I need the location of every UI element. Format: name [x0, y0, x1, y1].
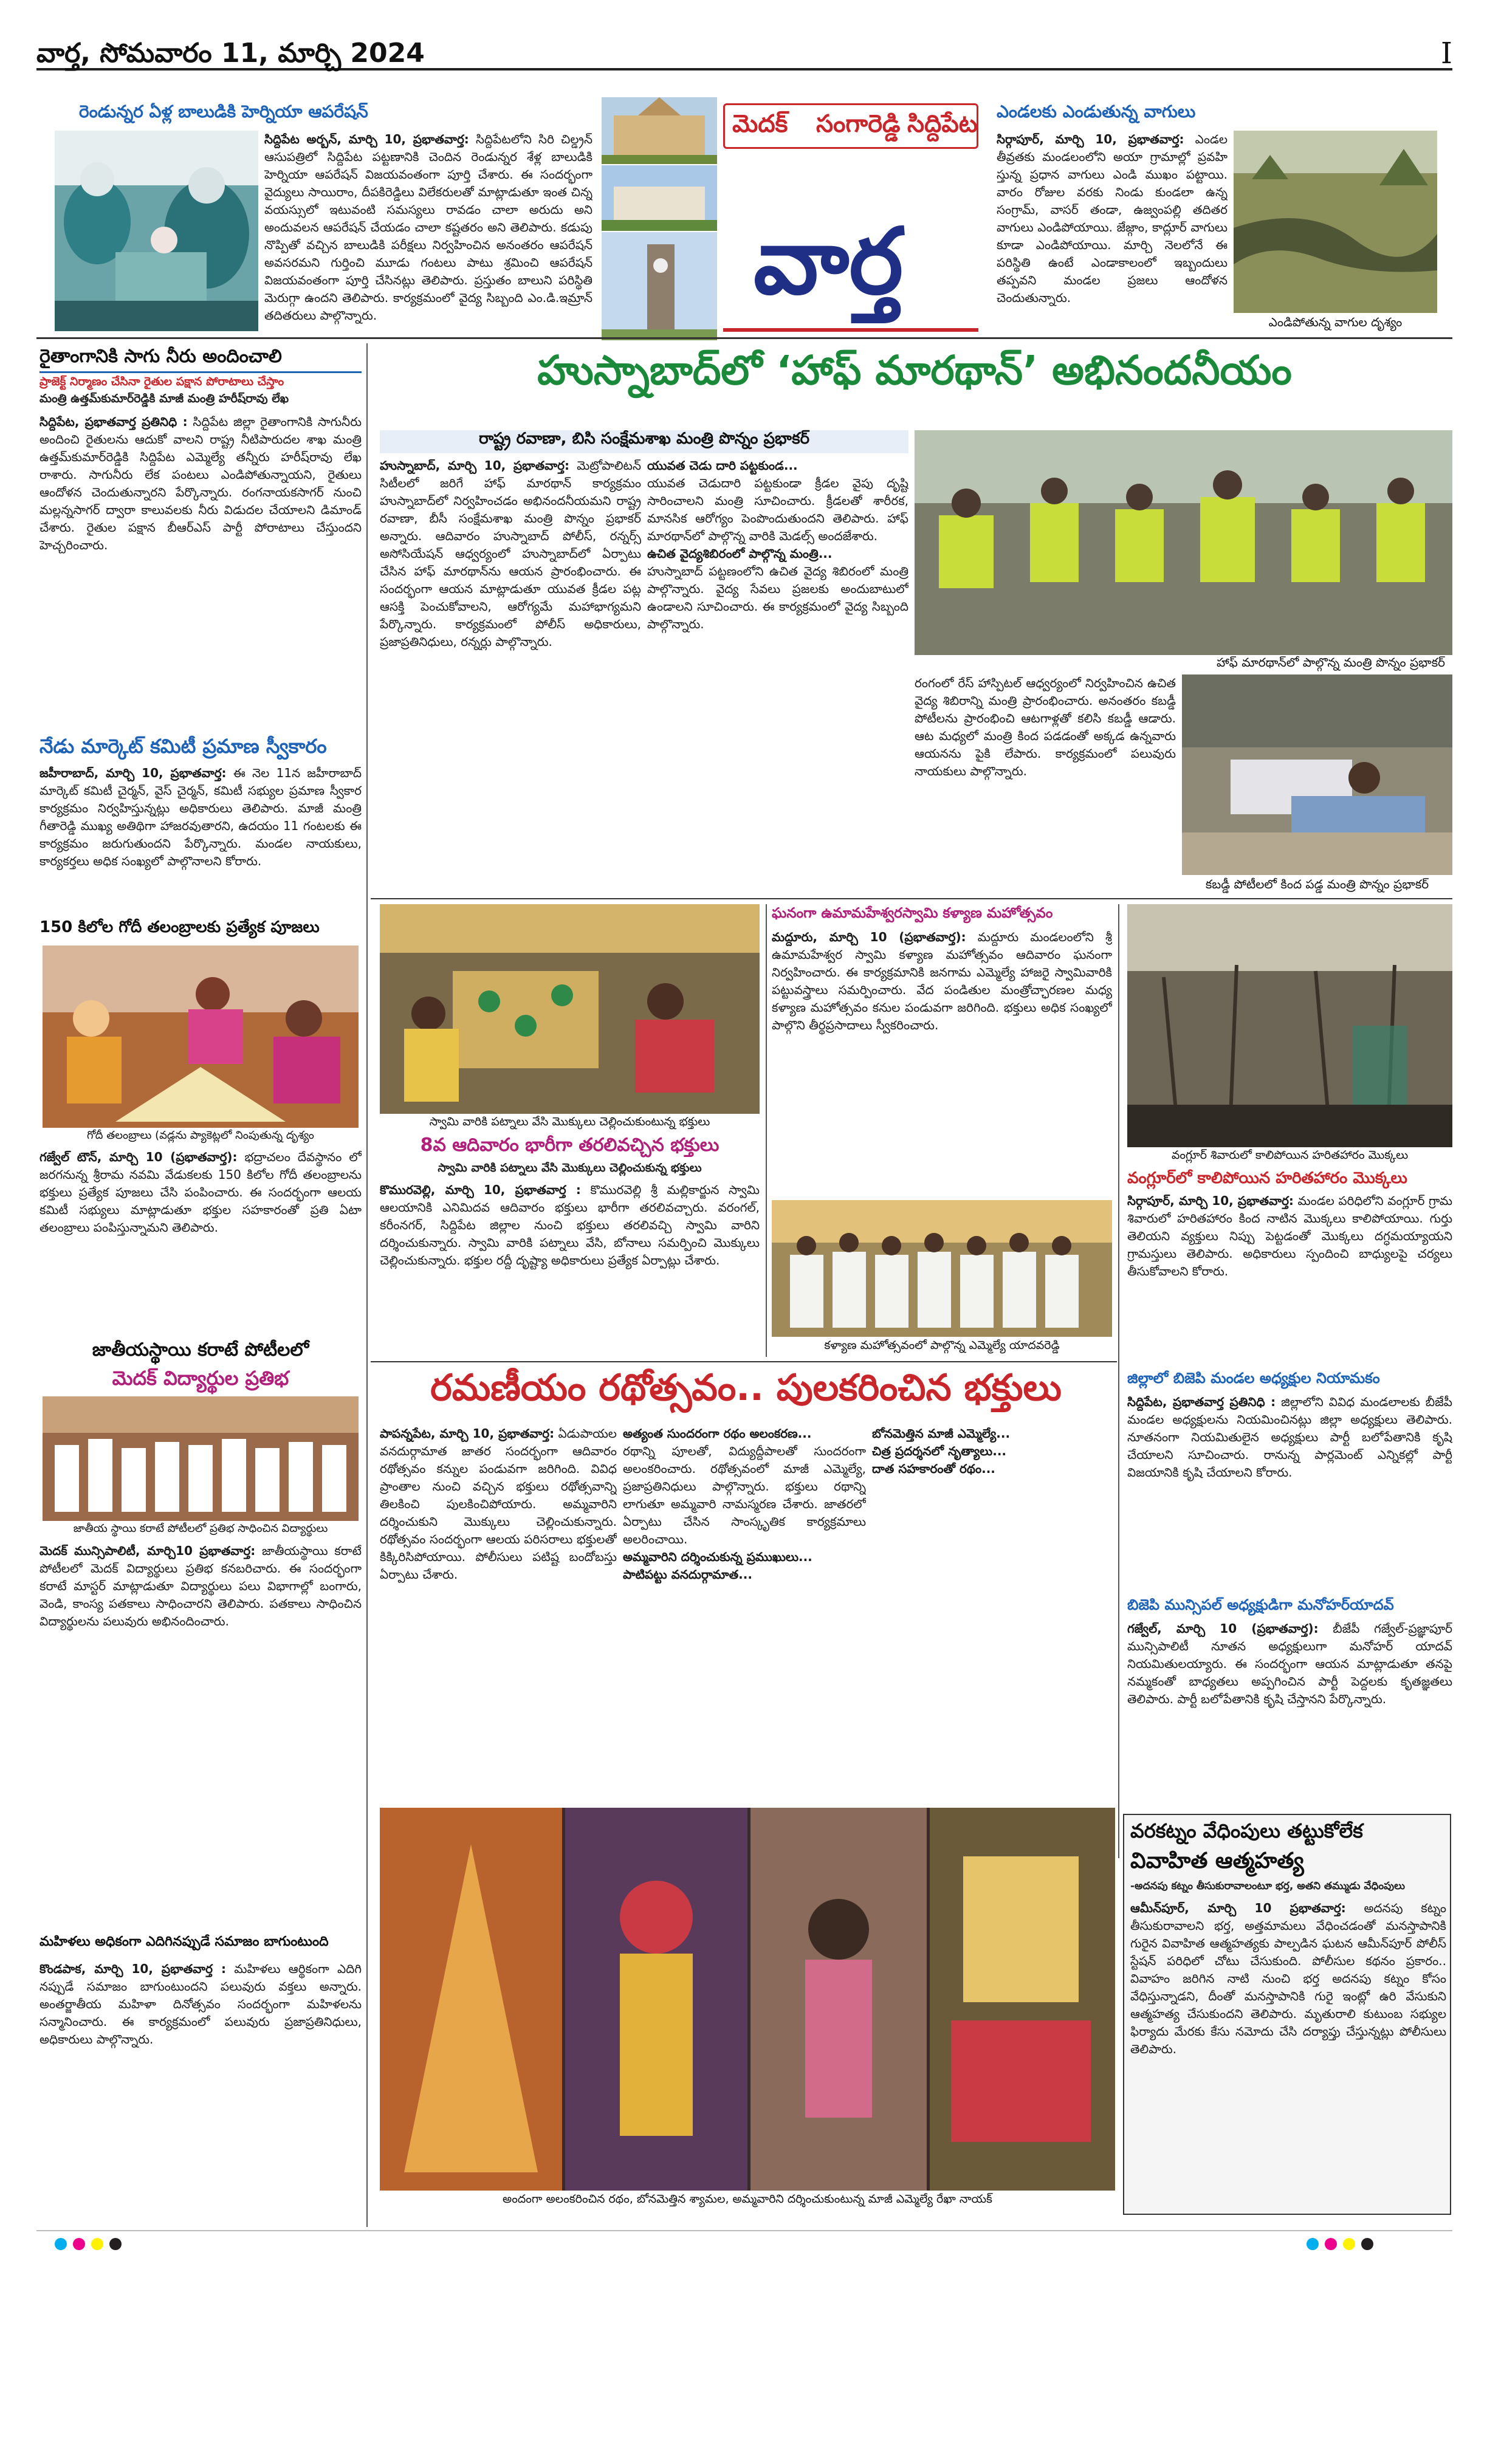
registration-mark-black — [109, 2238, 122, 2250]
right-column-rule — [1118, 904, 1119, 1858]
streams-dateline: సిర్గాపూర్, మార్చి 10, ప్రభాతవార్త: — [997, 132, 1184, 146]
karate-dateline: మెదక్ మున్సిపాలిటీ, మార్చి10 ప్రభాతవార్త: — [39, 1543, 256, 1558]
registration-mark-black-right — [1361, 2238, 1373, 2250]
bhargava-subhead: స్వామి వారికి పట్నాలు వేసి మొక్కులు చెల్లించుకున్న భక్తులు — [438, 1161, 702, 1175]
district-medak: మెదక్ — [732, 110, 788, 138]
dowry-subhead: -అదనపు కట్నం తీసుకురావాలంటూ భర్త, అతని తమ్ముడు వేధింపులు — [1130, 1880, 1406, 1892]
kalyanam-photo — [772, 1200, 1112, 1337]
streams-body — [997, 131, 1228, 331]
haritha-body — [1127, 1192, 1452, 1368]
karate-caption: జాతీయ స్థాయి కరాటే పోటీలలో ప్రతిభ సాధించిన విద్యార్థులు — [43, 1522, 359, 1539]
rathotsavam-subhead3: పాటిపట్టు వనదుర్గామాత... — [623, 1567, 752, 1582]
masthead-district-band — [723, 103, 978, 149]
bhargava-dateline: కొమురవెల్లి, మార్చి 10, ప్రభాతవార్త : — [380, 1182, 581, 1197]
masthead-rule — [723, 328, 978, 332]
marathon-photo-runners — [915, 430, 1452, 655]
marathon-body — [380, 457, 641, 894]
bjp-municipal-text: బీజేపీ గజ్వేల్-ప్రజ్ఞాపూర్ మున్సిపాలిటీ నూతన అధ్యక్షులుగా మనోహర్ యాదవ్ నియమితులయ్యారు. ఈ సందర్భంగా ఆయన మాట్లాడుతూ తనపై నమ్మకంతో బాధ్యతలు అప్పగించిన పార్టీ పెద్దలకు కృతజ్ఞతలు తెలిపారు. పార్టీ బలోపేతానికి కృషి చేస్తానని పేర్కొన్నారు. — [1127, 1621, 1452, 1706]
marathon-text: మెట్రోపాలిటన్ సిటీలలో జరిగే హాఫ్ మారథాన్ కార్యక్రమం హుస్నాబాద్‌లో నిర్వహించడం అభినందనీయమని రాష్ట్ర రవాణా, బీసీ సంక్షేమశాఖ మంత్రి పొన్నం ప్రభాకర్ అన్నారు. ఆదివారం హుస్నాబాద్ పోలీస్, రన్నర్స్ అసోసియేషన్ ఆధ్వర్యంలో హుస్నాబాద్‌లో ఏర్పాటు చేసిన హాఫ్ మారథాన్‌ను ఆయన ప్రారంభించారు. ఈ సందర్భంగా ఆయన మాట్లాడుతూ యువత క్రీడల పట్ల ఆసక్తి పెంచుకోవాలని, ఆరోగ్యమే మహాభాగ్యమని పేర్కొన్నారు. కార్యక్రమంలో పోలీస్ అధికారులు, ప్రజాప్రతినిధులు, రన్నర్లు పాల్గొన్నారు. — [380, 458, 641, 649]
streams-headline: ఎండలకు ఎండుతున్న వాగులు — [997, 101, 1196, 122]
dowry-headline: వరకట్నం వేధింపులు తట్టుకోలేక — [1130, 1819, 1363, 1842]
registration-mark-magenta-right — [1325, 2238, 1337, 2250]
registration-mark-cyan-right — [1307, 2238, 1319, 2250]
left-column-rule — [366, 343, 368, 2227]
haritha-dateline: సిర్గాపూర్, మార్చి 10, ప్రభాతవార్త: — [1127, 1193, 1294, 1208]
marathon-photo-kabaddi — [1182, 674, 1452, 875]
bjp-dateline: సిద్దిపేట, ప్రభాతవార్త ప్రతినిధి : — [1127, 1395, 1276, 1409]
marathon-subhead: రాష్ట్ర రవాణా, బిసి సంక్షేమశాఖ మంత్రి పొన్నం ప్రభాకర్ — [380, 430, 908, 453]
bjp-headline: జిల్లాలో బిజెపి మండల అధ్యక్షుల నియామకం — [1127, 1370, 1380, 1387]
rathotsavam-subhead1: అత్యంత సుందరంగా రథం అలంకరణ... — [623, 1426, 812, 1441]
haritha-headline: వంగ్లూర్‌లో కాలిపోయిన హరితహారం మొక్కలు — [1127, 1169, 1407, 1187]
rathotsavam-dateline: పాపన్నపేట, మార్చి 10, ప్రభాతవార్త: — [380, 1426, 555, 1441]
women-body — [39, 1960, 362, 2222]
bjp-municipal-headline: బిజెపి మున్సిపల్ అధ్యక్షుడిగా మనోహర్‌యాదవ్ — [1127, 1596, 1394, 1613]
page-header — [36, 36, 1452, 70]
marathon-text3: హుస్నాబాద్ పట్టణంలోని ఉచిత వైద్య శిబిరంలో మంత్రి పాల్గొన్నారు. వైద్య సేవలు ప్రజలకు అందుబాటులో ఉండాలని సూచించారు. ఈ కార్యక్రమంలో వైద్య సిబ్బంది పాల్గొన్నారు. — [647, 564, 908, 631]
irrigation-dateline: సిద్దిపేట, ప్రభాతవార్త ప్రతినిధి : — [39, 414, 188, 429]
streams-photo — [1234, 131, 1437, 313]
masthead-photo-clocktower — [602, 232, 717, 340]
market-text: ఈ నెల 11న జహీరాబాద్ మార్కెట్ కమిటీ చైర్మన్, వైస్ చైర్మన్, కమిటీ సభ్యుల ప్రమాణ స్వీకార కార్యక్రమం నిర్వహిస్తున్నట్లు అధికారులు తెలిపారు. మాజీ మంత్రి గీతారెడ్డి ముఖ్య అతిథిగా హాజరవుతారని, ఉదయం 11 గంటలకు ఈ కార్యక్రమం జరుగుతుందని పేర్కొన్నారు. మండల నాయకులు, కార్యకర్తలు అధిక సంఖ్యలో పాల్గొనాలని కోరారు. — [39, 766, 362, 868]
karate-body — [39, 1542, 362, 1931]
wheat-caption: గోదీ తలంబ్రాలు (వడ్లను ప్యాకెట్లలో నింపుతున్న దృశ్యం — [43, 1129, 359, 1146]
marathon-headline: హుస్నాబాద్‌లో ‘హాఫ్ మారథాన్’ అభినందనీయం — [537, 347, 1292, 394]
registration-mark-yellow-right — [1343, 2238, 1355, 2250]
haritha-text: మండల పరిధిలోని వంగ్లూర్ గ్రామ శివారులో హరితహారం కింద నాటిన మొక్కలు కాలిపోయాయి. గుర్తు తెలియని వ్యక్తులు నిప్పు పెట్టడంతో మొక్కలు దగ్ధమయ్యాయని గ్రామస్తులు తెలిపారు. అధికారులు స్పందించి బాధ్యులపై చర్యలు తీసుకోవాలని కోరారు. — [1127, 1193, 1452, 1278]
bhargava-text: కొమురవెల్లి శ్రీ మల్లికార్జున స్వామి ఆలయానికి ఎనిమిదవ ఆదివారం భక్తులు భారీగా తరలివచ్చారు. వరంగల్, కరీంనగర్, సిద్దిపేట జిల్లాల నుంచి భక్తులు తరలివచ్చి స్వామి వారిని దర్శించుకున్నారు. స్వామి వారికి పట్నాలు వేసి, బోనాలు సమర్పించి మొక్కులు చెల్లించుకున్నారు. భక్తుల రద్దీ దృష్ట్యా అధికారులు ప్రత్యేక ఏర్పాట్లు చేశారు. — [380, 1182, 760, 1268]
streams-text: ఎండల తీవ్రతకు మండలంలోని అయా గ్రామాల్లో ప్రవహి స్తున్న ప్రధాన వాగులు ఎండి ముఖం పట్టాయి. వారం రోజుల వరకు నిండు కుండలా ఉన్న సంగ్రామ్, వాసర్ తండా, ఉజ్వంపల్లి తదితర వాగులు ఎండిపోయాయి. జేజ్గాం, కాద్లూర్ వాగులు కూడా ఎండిపోయాయి. మార్చి నెలలోనే ఈ పరిస్థితి ఉంటే ఎండాకాలంలో ఇబ్బందులు తప్పవని మండల ప్రజలు ఆందోళన చెందుతున్నారు. — [997, 132, 1228, 305]
irrigation-subhead2: మంత్రి ఉత్తమ్‌కుమార్‌రెడ్డికి మాజీ మంత్రి హరీష్‌రావు లేఖ — [39, 392, 289, 405]
rathotsavam-body-col2 — [623, 1425, 866, 1802]
page-header-title: వార్త, సోమవారం 11, మార్చి 2024 — [36, 38, 425, 69]
bhargava-body — [380, 1181, 760, 1357]
registration-mark-magenta — [73, 2238, 85, 2250]
rathotsavam-subhead5: చిత్ర ప్రదర్శనలో నృత్యాలు... — [872, 1444, 1007, 1458]
market-headline: నేడు మార్కెట్ కమిటీ ప్రమాణ స్వీకారం — [39, 735, 327, 758]
marathon-medical-subhead: ఉచిత వైద్యశిబిరంలో పాల్గొన్న మంత్రి... — [647, 546, 833, 561]
rathotsavam-body — [380, 1425, 617, 1802]
dowry-headline2: వివాహిత ఆత్మహత్య — [1130, 1848, 1304, 1873]
marathon-body-col2 — [647, 457, 908, 894]
masthead-logo: వార్త — [754, 208, 904, 315]
rathotsavam-headline: రమణీయం రథోత్సవం.. పులకరించిన భక్తులు — [430, 1367, 1062, 1409]
kalyanam-caption: కళ్యాణ మహోత్సవంలో పాల్గొన్న ఎమ్మెల్యే యాదవరెడ్డి — [772, 1339, 1112, 1356]
surgery-text: సిద్దిపేటలోని సిరి చిల్డ్రన్ ఆసుపత్రిలో సిద్దిపేట పట్టణానికి చెందిన రెండున్నర శేళ్ల బాలుడికి హెర్నియా ఆపరేషన్ విజయవంతంగా పూర్తి చేశారు. ఈ సందర్భంగా వైద్యులు సాయిరాం, దీపకిరెడ్డిలు విలేకరులతో మాట్లాడుతూ ఇంత చిన్న వయస్సులో ఇటువంటి సమస్యలు రావడం చాలా అరుదు అని అందువలన ఆపరేషన్ చేయడం చాలా కష్టతరం అని తెలిపారు. కడుపు నొప్పితో వచ్చిన బాలుడికి పరీక్షలు నిర్వహించిన అనంతరం ఆపరేషన్ అవసరమని గుర్తించి మూడు గంటలు పాటు శ్రమించి ఆపరేషన్ విజయవంతంగా పూర్తి చేసినట్లు తెలిపారు. ప్రస్తుతం బాలుని పరిస్థితి మెరుగ్గా ఉందని తెలిపారు. కార్యక్రమంలో వైద్య సిబ్బంది ఎం.డి.ఇమ్రాన్ తదితరులు పాల్గొన్నారు. — [264, 132, 592, 323]
bjp-body — [1127, 1393, 1452, 1594]
dowry-dateline: ఆమీన్‌పూర్, మార్చి 10 ప్రభాతవార్త: — [1130, 1901, 1346, 1915]
dowry-text: అదనపు కట్నం తీసుకురావాలని భర్త, అత్తమామలు వేధించడంతో మనస్తాపానికి గురైన వివాహిత ఆత్మహత్యకు పాల్పడిన ఘటన ఆమీన్‌పూర్ పోలీస్ స్టేషన్ పరిధిలో చోటు చేసుకుంది. పోలీసుల కథనం ప్రకారం.. వివాహం జరిగిన నాటి నుంచి భర్త అదనపు కట్నం కోసం వేధిస్తున్నాడని, దీంతో మనస్తాపానికి గురై ఇంట్లో ఉరి వేసుకుని ఆత్మహత్య చేసుకుందని తెలిపారు. మృతురాలి కుటుంబ సభ్యుల ఫిర్యాదు మేరకు కేసు నమోదు చేసి దర్యాప్తు చేస్తున్నట్లు పోలీసులు తెలిపారు. — [1130, 1901, 1446, 2056]
irrigation-body — [39, 413, 362, 732]
karate-headline2: మెదక్ విద్యార్థుల ప్రతిభ — [112, 1367, 289, 1390]
wheat-dateline: గజ్వేల్ టౌన్, మార్చి 10 (ప్రభాతవార్త): — [39, 1150, 238, 1164]
women-headline: మహిళలు అధికంగా ఎదిగినప్పుడే సమాజం బాగుంటుంది — [39, 1934, 329, 1949]
surgery-dateline: సిద్దిపేట అర్బన్, మార్చి 10, ప్రభాతవార్త: — [264, 132, 469, 146]
surgery-body — [264, 131, 592, 331]
rathotsavam-text: ఏడుపాయల వనదుర్గామాత జాతర సందర్భంగా ఆదివారం రథోత్సవం కన్నుల పండువగా జరిగింది. వివిధ ప్రాంతాల నుంచి వచ్చిన భక్తులు రథోత్సవాన్ని తిలకించి పులకించిపోయారు. అమ్మవారిని దర్శించుకుని మొక్కులు చెల్లించుకున్నారు. రథోత్సవం సందర్భంగా ఆలయ పరిసరాలు భక్తులతో కిక్కిరిసిపోయాయి. పోలీసులు పటిష్ట బందోబస్తు ఏర్పాటు చేశారు. — [380, 1426, 617, 1582]
surgery-photo — [55, 131, 258, 331]
irrigation-subhead: ప్రాజెక్ట్ నిర్మాణం చేసినా రైతుల పక్షాన పోరాటాలు చేస్తాం — [39, 375, 284, 388]
bjp-municipal-body — [1127, 1620, 1452, 1808]
kalyanam-headline: ఘనంగా ఉమామహేశ్వరస్వామి కళ్యాణ మహోత్సవం — [772, 905, 1053, 921]
dowry-body — [1130, 1899, 1446, 2209]
streams-caption: ఎండిపోతున్న వాగుల దృశ్యం — [1234, 315, 1437, 332]
rathotsavam-divider — [371, 1361, 1117, 1362]
haritha-caption: వంగ్లూర్ శివారులో కాలిపోయిన హరితహారం మొక్కలు — [1127, 1148, 1452, 1165]
rathotsavam-body-col3 — [872, 1425, 1115, 1802]
page-number: I — [1441, 36, 1452, 70]
wheat-photo — [43, 945, 359, 1128]
bhargava-photo — [380, 904, 760, 1114]
district-sangareddy: సంగారెడ్డి — [816, 110, 901, 138]
registration-mark-yellow — [91, 2238, 103, 2250]
registration-mark-cyan — [55, 2238, 67, 2250]
wheat-headline: 150 కిలోల గోదీ తలంబ్రాలకు ప్రత్యేక పూజలు — [39, 918, 320, 936]
marathon-body-col3 — [915, 674, 1176, 893]
bjp-text: జిల్లాలోని వివిధ మండలాలకు బీజేపీ మండల అధ్యక్షులను నియమించినట్లు జిల్లా అధ్యక్షులు తెలిపారు. నూతనంగా నియమితులైన అధ్యక్షులు పార్టీ బలోపేతానికి కృషి చేయాలని సూచించారు. రానున్న పార్లమెంట్ ఎన్నికల్లో పార్టీ విజయానికి కృషి చేయాలని కోరారు. — [1127, 1395, 1452, 1480]
rathotsavam-subhead6: దాత సహకారంతో రథం... — [872, 1461, 995, 1476]
top-row-divider — [36, 337, 1452, 339]
rathotsavam-photo-collage — [380, 1808, 1115, 2191]
middle-rule — [766, 904, 767, 1357]
marathon-caption1: హాఫ్ మారథాన్‌లో పాల్గొన్న మంత్రి పొన్నం ప్రభాకర్ — [1209, 655, 1452, 672]
marathon-text4: రంగంలో రేస్ హాస్పిటల్ ఆధ్వర్యంలో నిర్వహించిన ఉచిత వైద్య శిబిరాన్ని మంత్రి ప్రారంభించారు. అనంతరం కబడ్డీ పోటీలను ప్రారంభించి ఆటగాళ్లతో కలిసి కబడ్డీ ఆడారు. ఆట మధ్యలో మంత్రి కింద పడడంతో అక్కడ ఉన్నవారు ఆయనను పైకి లేపారు. కార్యక్రమంలో పలువురు నాయకులు పాల్గొన్నారు. — [915, 676, 1176, 778]
irrigation-headline: రైతాంగానికి సాగు నీరు అందించాలి — [39, 346, 362, 373]
wheat-text: భద్రాచలం దేవస్థానం లో జరగనున్న శ్రీరామ నవమి వేడుకలకు 150 కిలోల గోదీ తలంబ్రాలను భక్తులు ప్రత్యేక పూజలు చేసి పంపించారు. ఈ సందర్భంగా ఆలయ కమిటీ సభ్యులు మాట్లాడుతూ భక్తుల సహకారంతో ప్రతి ఏటా తలంబ్రాలు పంపిస్తున్నామని తెలిపారు. — [39, 1150, 362, 1235]
rathotsavam-caption: అందంగా అలంకరించిన రథం, బోనమెత్తిన శ్యామల, అమ్మవారిని దర్శించుకుంటున్న మాజీ ఎమ్మెల్యే రేఖా నాయక్ — [380, 2192, 1115, 2211]
marathon-youth-subhead: యువత చెడు దారి పట్టకుండ... — [647, 458, 798, 473]
market-body — [39, 764, 362, 916]
district-siddipet: సిద్దిపేట — [907, 110, 978, 138]
karate-photo — [43, 1396, 359, 1521]
karate-text: జాతీయస్థాయి కరాటే పోటీలలో మెదక్ విద్యార్థులు ప్రతిభ కనబరిచారు. ఈ సందర్భంగా కరాటే మాస్టర్ మాట్లాడుతూ విద్యార్థులు పలు విభాగాల్లో బంగారు, వెండి, కాంస్య పతకాలు సాధించారని తెలిపారు. పతకాలు సాధించిన విద్యార్థులను పలువురు అభినందించారు. — [39, 1543, 362, 1628]
marathon-caption2: కబడ్డీ పోటీలలో కింద పడ్డ మంత్రి పొన్నం ప్రభాకర్ — [1182, 877, 1452, 894]
karate-headline: జాతీయస్థాయి కరాటే పోటీలలో — [92, 1339, 309, 1361]
women-dateline: కొండపాక, మార్చి 10, ప్రభాతవార్త : — [39, 1961, 226, 1976]
women-text: మహిళలు ఆర్థికంగా ఎదిగి నప్పుడే సమాజం బాగుంటుందని పలువురు వక్తలు అన్నారు. అంతర్జాతీయ మహిళా దినోత్సవం సందర్భంగా మహిళలను సన్మానించారు. ఈ కార్యక్రమంలో పలువురు ప్రజాప్రతినిధులు, అధికారులు పాల్గొన్నారు. — [39, 1961, 362, 2047]
wheat-body — [39, 1148, 362, 1337]
kalyanam-dateline: మద్దూరు, మార్చి 10 (ప్రభాతవార్త): — [772, 930, 966, 944]
kalyanam-body — [772, 928, 1112, 1196]
marathon-dateline: హుస్నాబాద్, మార్చి 10, ప్రభాతవార్త: — [380, 458, 569, 473]
masthead-photo-building — [602, 165, 717, 231]
marathon-text2: యువత చెడుదారి పట్టకుండా క్రీడల వైపు దృష్టి సారించాలని మంత్రి సూచించారు. క్రీడలతో శారీరక, మానసిక ఆరోగ్యం పెంపొందుతుందని తెలిపారు. హాఫ్ మారథాన్‌లో పాల్గొన్న వారికి మెడల్స్ అందజేశారు. — [647, 476, 908, 543]
rathotsavam-subhead2: అమ్మవారిని దర్శించుకున్న ప్రముఖులు... — [623, 1549, 812, 1564]
bhargava-caption: స్వామి వారికి పట్నాలు వేసి మొక్కులు చెల్లించుకుంటున్న భక్తులు — [380, 1115, 760, 1132]
footer-rule — [36, 2230, 1452, 2231]
marathon-divider — [371, 898, 1452, 899]
bjp-municipal-dateline: గజ్వేల్, మార్చి 10 (ప్రభాతవార్త): — [1127, 1621, 1319, 1636]
kalyanam-text: మద్దూరు మండలంలోని శ్రీ ఉమామహేశ్వర స్వామి కళ్యాణ మహోత్సవం ఆదివారం ఘనంగా నిర్వహించారు. ఈ కార్యక్రమానికి జనగామ ఎమ్మెల్యే హాజరై స్వామివారికి పట్టువస్త్రాలు సమర్పించారు. వేద పండితుల మంత్రోచ్ఛారణల మధ్య కళ్యాణ మహోత్సవం కనుల పండువగా జరిగింది. భక్తులు అధిక సంఖ్యలో పాల్గొని తీర్థప్రసాదాలు స్వీకరించారు. — [772, 930, 1112, 1032]
masthead — [602, 97, 978, 340]
market-dateline: జహీరాబాద్, మార్చి 10, ప్రభాతవార్త: — [39, 766, 227, 780]
irrigation-text: సిద్దిపేట జిల్లా రైతాంగానికి సాగునీరు అందించి రైతులను ఆదుకో వాలని రాష్ట్ర నీటిపారుదల శాఖ మంత్రి ఉత్తమ్‌కుమార్‌రెడ్డికి సిద్దిపేట ఎమ్మెల్యే తన్నీరు హరీష్‌రావు లేఖ రాశారు. సాగునీరు లేక పంటలు ఎండిపోతున్నాయని, రైతులు ఆందోళన చెందుతున్నారని పేర్కొన్నారు. రంగనాయకసాగర్ నుంచి మల్లన్నసాగర్ ద్వారా కాలువలకు నీరు విడుదల చేయాలని డిమాండ్ చేశారు. రైతుల పక్షాన బీఆర్ఎస్ పార్టీ పోరాటాలు చేస్తుందని హెచ్చరించారు. — [39, 414, 362, 552]
haritha-photo — [1127, 904, 1452, 1147]
surgery-headline: రెండున్నర ఏళ్ల బాలుడికి హెర్నియా ఆపరేషన్ — [79, 101, 368, 122]
rathotsavam-subhead4: బోనమెత్తిన మాజీ ఎమ్మెల్యే... — [872, 1426, 1011, 1441]
bhargava-headline: 8వ ఆదివారం భారీగా తరలివచ్చిన భక్తులు — [420, 1134, 719, 1156]
rathotsavam-text2: రథాన్ని పూలతో, విద్యుద్దీపాలతో సుందరంగా అలంకరించారు. రథోత్సవంలో మాజీ ఎమ్మెల్యే, ప్రజాప్రతినిధులు పాల్గొన్నారు. భక్తులు రథాన్ని లాగుతూ అమ్మవారి నామస్మరణ చేశారు. జాతరలో ఏర్పాటు చేసిన సాంస్కృతిక కార్యక్రమాలు అలరించాయి. — [623, 1444, 866, 1546]
